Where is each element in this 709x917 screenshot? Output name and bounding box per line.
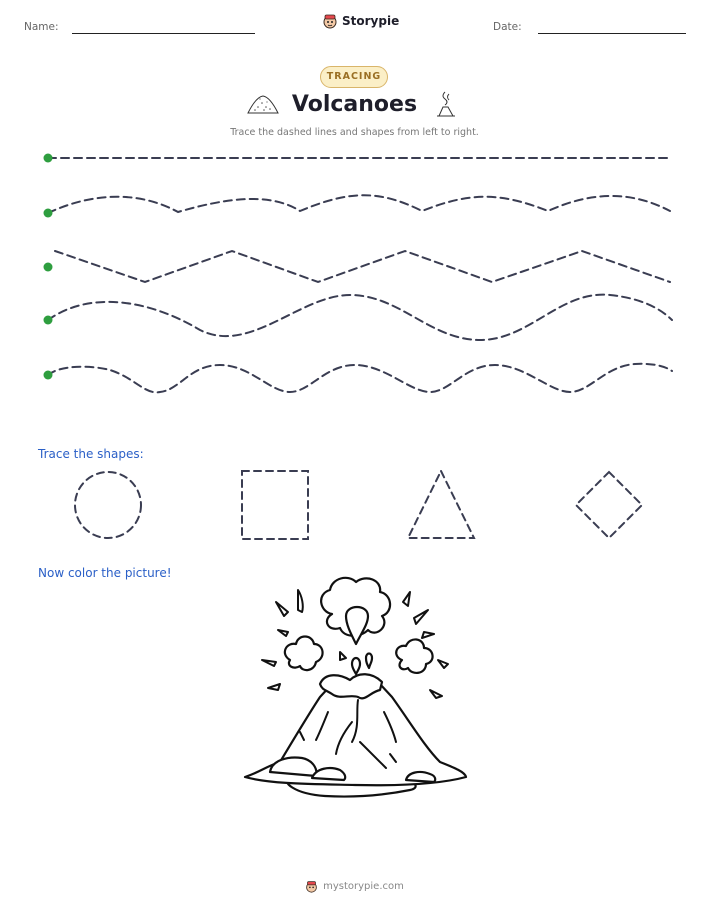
splash [403,592,410,606]
name-label: Name: [24,21,59,33]
side-cloud-right [396,639,432,673]
triangle-icon [408,471,474,538]
start-dot [44,154,53,163]
tracing-lines [0,0,709,420]
rock [406,772,435,782]
bumpy-wave-trace-line [48,364,672,393]
splash [340,652,346,660]
diamond-icon [576,472,642,538]
color-heading: Now color the picture! [38,566,172,580]
lava-drop [346,607,368,644]
start-dot [44,209,53,218]
footer-url[interactable]: mystorypie.com [323,881,404,892]
start-dot [44,371,53,380]
footer [0,880,709,893]
volcano-coloring-picture [240,572,470,807]
zigzag-trace-line [55,251,670,282]
shapes-heading: Trace the shapes: [38,447,144,461]
gentle-wave-trace-line [48,195,670,213]
start-dot [44,316,53,325]
date-label: Date: [493,21,522,33]
wave-trace-line [48,295,672,340]
page-title: Volcanoes [291,92,418,117]
start-dot [44,263,53,272]
splash [276,602,288,616]
circle-icon [75,472,141,538]
splash [414,610,428,624]
splash [430,690,442,698]
splash [268,684,280,690]
lava-drip [352,658,360,674]
splash [422,632,434,638]
shape-tracing-row [0,460,709,550]
tracing-badge: TRACING [320,66,388,88]
brand-name: Storypie [342,14,400,28]
splash [278,630,288,636]
splash [298,590,303,612]
splash [262,660,276,666]
storypie-mascot-icon [305,880,318,893]
side-cloud-left [285,637,323,671]
rock [270,758,316,776]
instructions: Trace the dashed lines and shapes from left to right. [230,127,479,138]
square-icon [242,471,308,539]
splash [438,660,448,668]
lava-drip [366,654,372,669]
